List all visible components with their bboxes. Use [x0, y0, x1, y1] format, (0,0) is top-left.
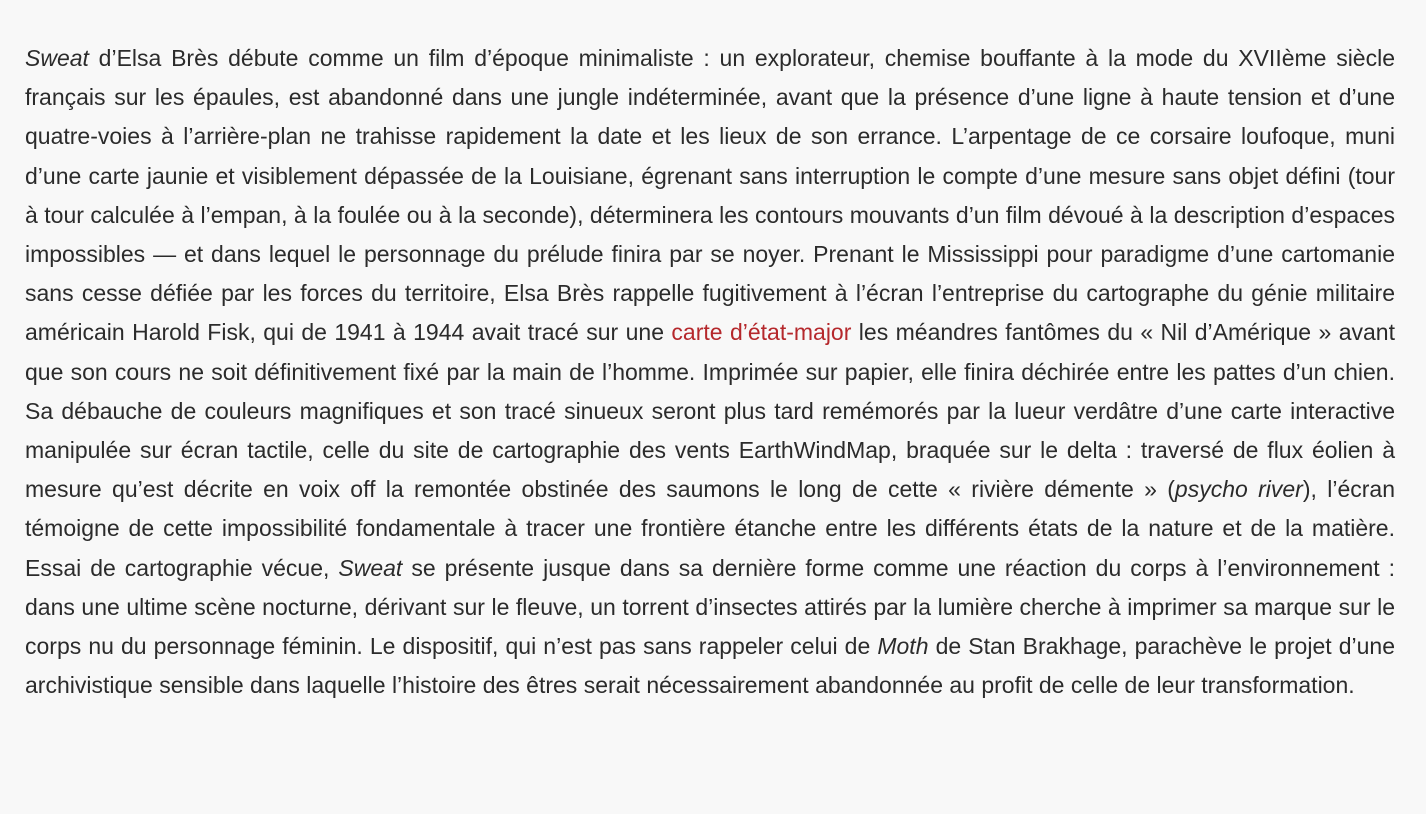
- body-text-segment: de Stan Brakhage, parachève le projet d’une archivistique sensible dans laquelle l’histoire des êtres serait nécessairement abandonnée au profit de celle de leur transformation.: [25, 633, 1395, 699]
- body-text-segment: ), l’écran témoigne de cette impossibilité fondamentale à tracer une frontière étanche entre les différents états de la nature et de la matière. Essai de cartographie vécue,: [25, 476, 1395, 581]
- film-title-moth: Moth: [877, 633, 929, 660]
- body-text-segment: les méandres fantômes du « Nil d’Amérique » avant que son cours ne soit définitivement fixé par la main de l’homme. Imprimée sur papier, elle finira déchirée entre les pattes d’un chien. Sa débauche de couleurs magnifiques et son tracé sinueux seront plus tard remémorés par la lueur verdâtre d’une carte interactive manipulée sur écran tactile, celle du site de cartographie des vents EarthWindMap, braquée sur le delta : traversé de flux éolien à mesure qu’est décrite en voix off la remontée obstinée des saumons le long de cette « rivière démente » (: [25, 319, 1395, 503]
- psycho-river-italic: psycho river: [1174, 476, 1303, 503]
- body-text-segment: se présente jusque dans sa dernière forme comme une réaction du corps à l’environnement : dans une ultime scène nocturne, dérivant sur le fleuve, un torrent d’insectes attirés par la lumière cherche à imprimer sa marque sur le corps nu du personnage féminin. Le dispositif, qui n’est pas sans rappeler celui de: [25, 554, 1395, 660]
- film-title-sweat: Sweat: [338, 554, 403, 581]
- carte-etat-major-link[interactable]: carte d’état-major: [671, 319, 852, 346]
- body-text-segment: d’Elsa Brès débute comme un film d’époque minimaliste : un explorateur, chemise bouffante à la mode du XVIIème siècle français sur les épaules, est abandonné dans une jungle indéterminée, avant que la présence d’une ligne à haute tension et d’une quatre-voies à l’arrière-plan ne trahisse rapidement la date et les lieux de son errance. L’arpentage de ce corsaire loufoque, muni d’une carte jaunie et visiblement dépassée de la Louisiane, égrenant sans interruption le compte d’une mesure sans objet défini (tour à tour calculée à l’empan, à la foulée ou à la seconde), déterminera les contours mouvants d’un film dévoué à la description d’espaces impossibles — et dans lequel le personnage du prélude finira par se noyer. Prenant le Mississippi pour paradigme d’une cartomanie sans cesse défiée par les forces du territoire, Elsa Brès rappelle fugitivement à l’écran l’entreprise du cartographe du génie militaire américain Harold Fisk, qui de 1941 à 1944 avait tracé sur une: [25, 45, 1395, 346]
- film-title-sweat: Sweat: [25, 45, 89, 71]
- article-paragraph: [25, 39, 1395, 705]
